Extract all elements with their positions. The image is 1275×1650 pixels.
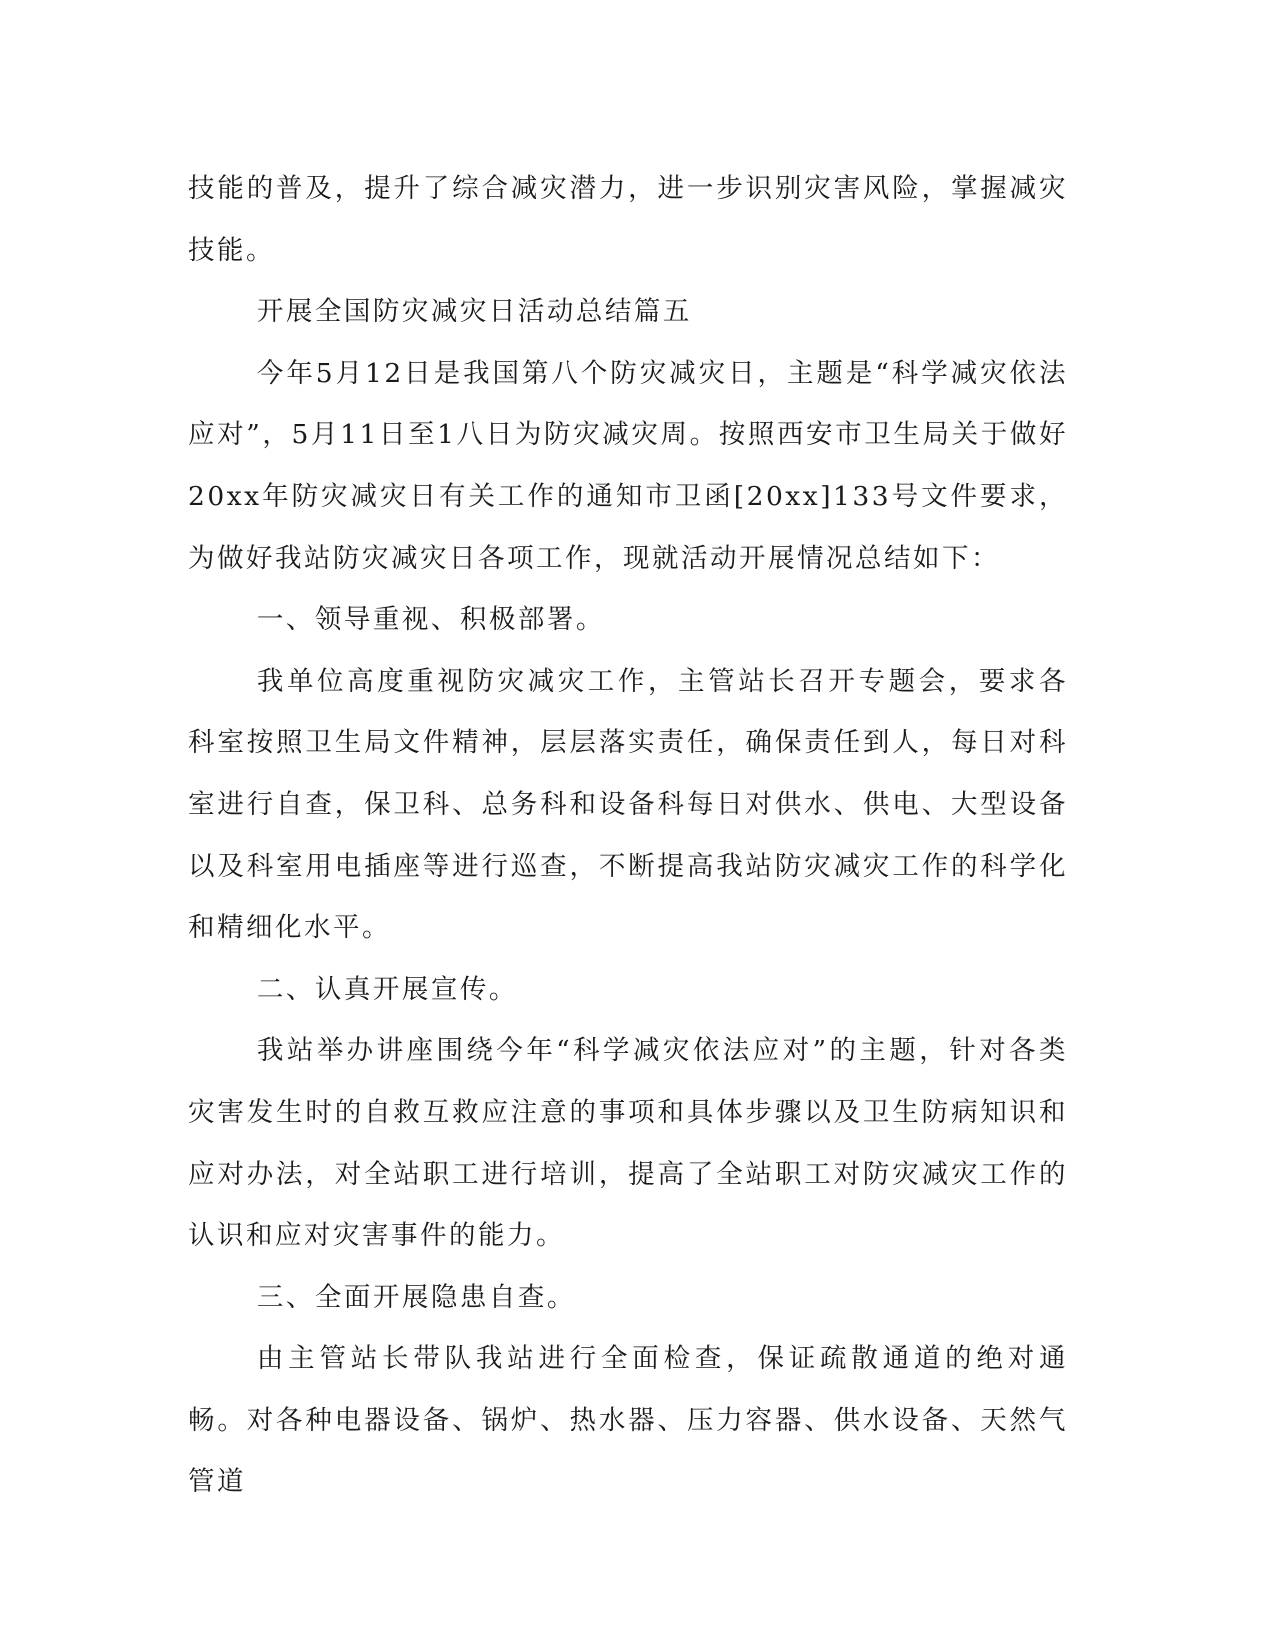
paragraph-leadership: 我单位高度重视防灾减灾工作，主管站长召开专题会，要求各科室按照卫生局文件精神，层层落实责任，确保责任到人，每日对科室进行自查，保卫科、总务科和设备科每日对供水、供电、大型设备以及科室用电插座等进行巡查，不断提高我站防灾减灾工作的科学化和精细化水平。 <box>188 665 1068 944</box>
paragraph-publicity: 我站举办讲座围绕今年“科学减灾依法应对”的主题，针对各类灾害发生时的自救互救应注意的事项和具体步骤以及卫生防病知识和应对办法，对全站职工进行培训，提高了全站职工对防灾减灾工作的认识和应对灾害事件的能力。 <box>188 1035 1068 1252</box>
document-body <box>188 158 1068 1513</box>
heading-one: 一、领导重视、积极部署。 <box>256 604 605 636</box>
section-title: 开展全国防灾减灾日活动总结篇五 <box>256 296 692 328</box>
paragraph-continuation: 技能的普及，提升了综合减灾潜力，进一步识别灾害风险，掌握减灾技能。 <box>188 173 1068 266</box>
paragraph-inspection: 由主管站长带队我站进行全面检查，保证疏散通道的绝对通畅。对各种电器设备、锅炉、热水器、压力容器、供水设备、天然气管道 <box>188 1343 1068 1498</box>
heading-two: 二、认真开展宣传。 <box>256 973 518 1005</box>
paragraph-intro: 今年5月12日是我国第八个防灾减灾日，主题是“科学减灾依法应对”，5月11日至1八日为防灾减灾周。按照西安市卫生局关于做好20xx年防灾减灾日有关工作的通知市卫函[20xx]133号文件要求，为做好我站防灾减灾日各项工作，现就活动开展情况总结如下： <box>188 357 1068 574</box>
heading-three: 三、全面开展隐患自查。 <box>256 1281 576 1313</box>
